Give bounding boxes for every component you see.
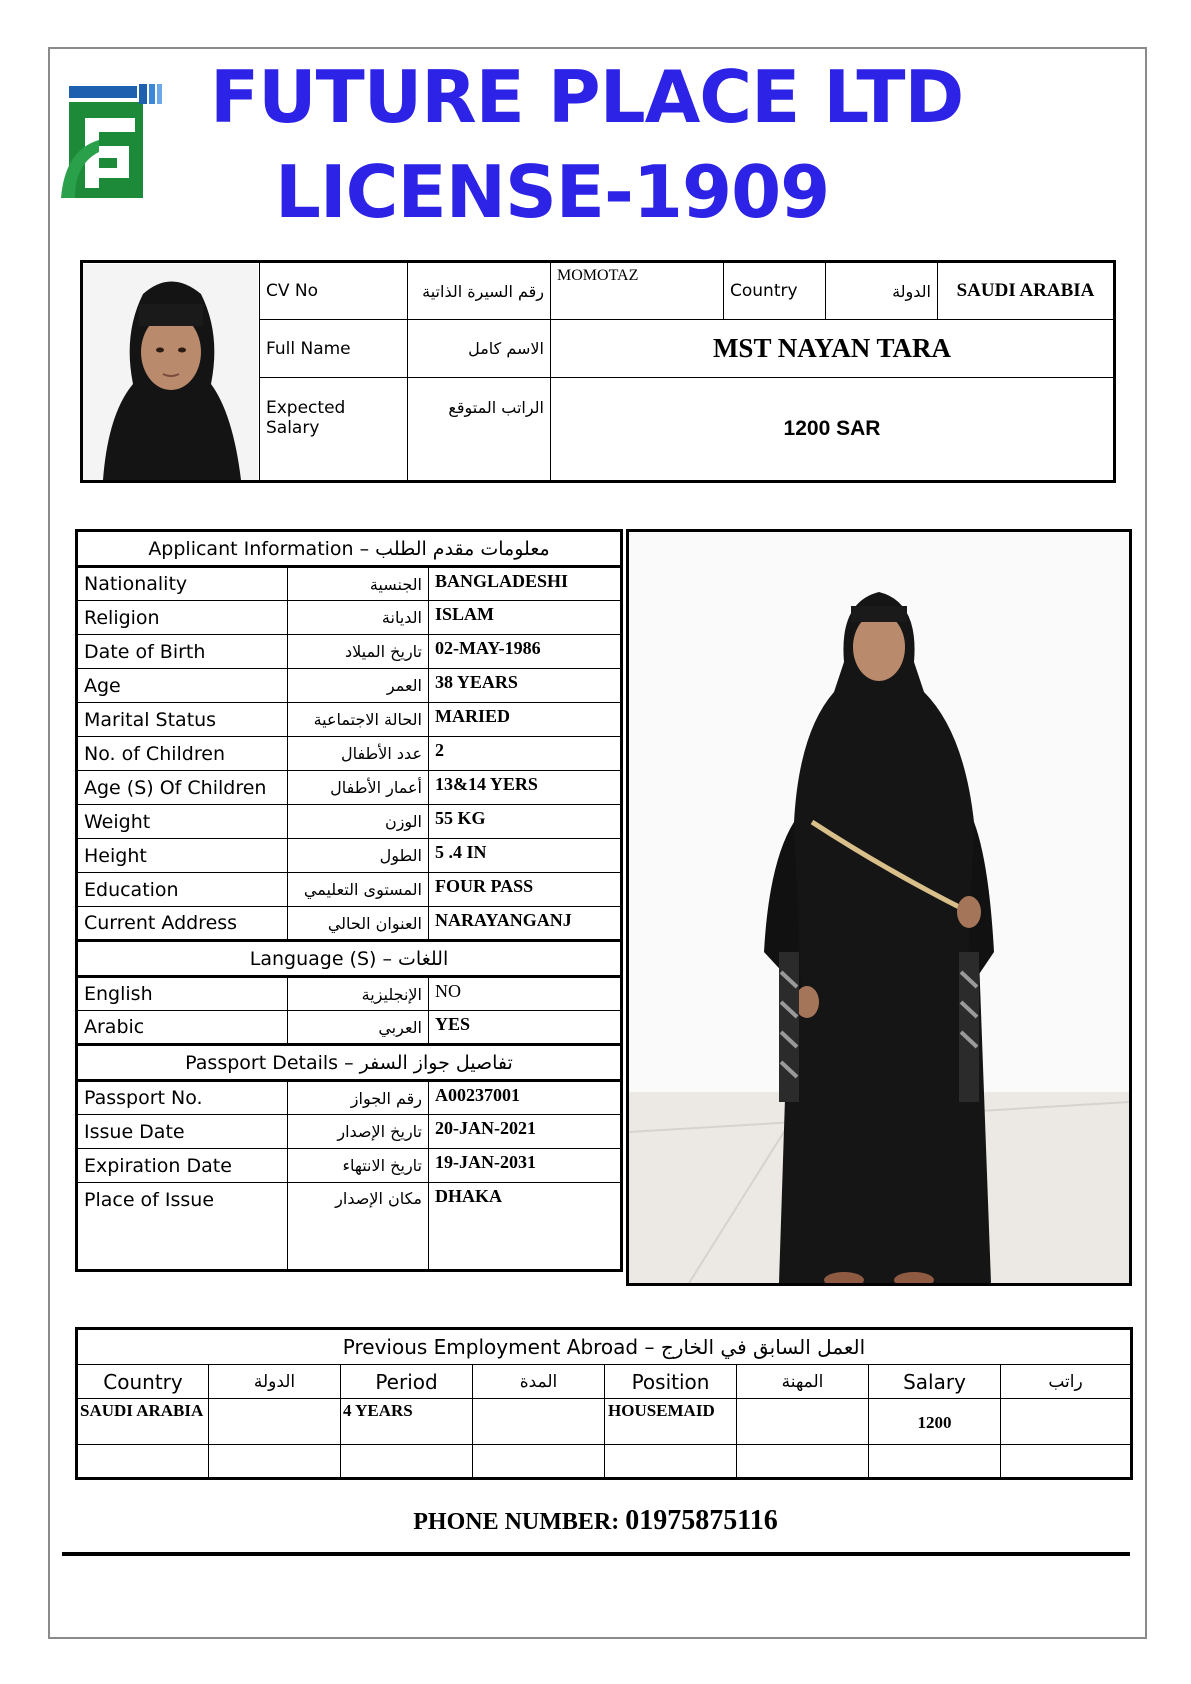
- row-label: Current Address: [77, 907, 288, 941]
- empty-cell: [737, 1399, 869, 1445]
- phone-label: PHONE NUMBER:: [413, 1509, 620, 1535]
- row-label: Religion: [77, 601, 288, 635]
- row-value: 55 KG: [429, 805, 622, 839]
- row-label: English: [77, 977, 288, 1011]
- row-label-ar: الديانة: [288, 601, 429, 635]
- row-label: Issue Date: [77, 1115, 288, 1149]
- salary-value: 1200 SAR: [551, 378, 1115, 482]
- cv-no-label: CV No: [260, 262, 408, 320]
- employment-section-title: Previous Employment Abroad – العمل السابق في الخارج: [77, 1329, 1132, 1365]
- salary-label-ar: الراتب المتوقع: [408, 378, 551, 482]
- language-section-title: Language (S) – اللغات: [77, 941, 622, 977]
- row-label-ar: الإنجليزية: [288, 977, 429, 1011]
- row-label-ar: تاريخ الانتهاء: [288, 1149, 429, 1183]
- row-value: ISLAM: [429, 601, 622, 635]
- full-name-label: Full Name: [260, 320, 408, 378]
- row-value: NARAYANGANJ: [429, 907, 622, 941]
- empty-cell: [473, 1399, 605, 1445]
- employment-country: SAUDI ARABIA: [77, 1399, 209, 1445]
- empty-cell: [209, 1445, 341, 1479]
- row-label: Expiration Date: [77, 1149, 288, 1183]
- row-label-ar: مكان الإصدار: [288, 1183, 429, 1271]
- row-value: 13&14 YERS: [429, 771, 622, 805]
- full-name-value: MST NAYAN TARA: [551, 320, 1115, 378]
- row-label-ar: الوزن: [288, 805, 429, 839]
- phone-number: 01975875116: [625, 1505, 778, 1536]
- company-title: FUTURE PLACE LTD: [210, 55, 964, 139]
- col-position: Position: [605, 1365, 737, 1399]
- row-label: Age: [77, 669, 288, 703]
- row-value: 20-JAN-2021: [429, 1115, 622, 1149]
- empty-cell: [209, 1399, 341, 1445]
- row-value: 38 YEARS: [429, 669, 622, 703]
- full-name-label-ar: الاسم كامل: [408, 320, 551, 378]
- row-label-ar: رقم الجواز: [288, 1081, 429, 1115]
- country-label: Country: [724, 262, 826, 320]
- row-value: 19-JAN-2031: [429, 1149, 622, 1183]
- row-label-ar: العمر: [288, 669, 429, 703]
- col-period-ar: المدة: [473, 1365, 605, 1399]
- row-label-ar: المستوى التعليمي: [288, 873, 429, 907]
- row-label: Weight: [77, 805, 288, 839]
- salary-label: Expected Salary: [260, 378, 408, 482]
- full-body-photo: [626, 529, 1132, 1286]
- applicant-section-title: Applicant Information – معلومات مقدم الطلب: [77, 531, 622, 567]
- empty-cell: [1001, 1399, 1132, 1445]
- row-label-ar: الجنسية: [288, 567, 429, 601]
- row-label-ar: العربي: [288, 1011, 429, 1045]
- empty-cell: [605, 1445, 737, 1479]
- row-label: Marital Status: [77, 703, 288, 737]
- row-label-ar: الحالة الاجتماعية: [288, 703, 429, 737]
- row-label: Arabic: [77, 1011, 288, 1045]
- portrait-cell: [82, 262, 260, 482]
- cv-no-label-ar: رقم السيرة الذاتية: [408, 262, 551, 320]
- row-label: Place of Issue: [77, 1183, 288, 1271]
- row-value: 02-MAY-1986: [429, 635, 622, 669]
- empty-cell: [341, 1445, 473, 1479]
- row-label: Education: [77, 873, 288, 907]
- col-salary-ar: راتب: [1001, 1365, 1132, 1399]
- row-value: 2: [429, 737, 622, 771]
- row-label-ar: تاريخ الإصدار: [288, 1115, 429, 1149]
- footer-rule: [62, 1552, 1130, 1556]
- employment-table: [75, 1327, 1133, 1480]
- full-body-figure: [629, 532, 1129, 1283]
- employment-position: HOUSEMAID: [605, 1399, 737, 1445]
- row-label: Date of Birth: [77, 635, 288, 669]
- empty-cell: [1001, 1445, 1132, 1479]
- row-value: YES: [429, 1011, 622, 1045]
- col-position-ar: المهنة: [737, 1365, 869, 1399]
- col-country: Country: [77, 1365, 209, 1399]
- row-label-ar: تاريخ الميلاد: [288, 635, 429, 669]
- license-title: LICENSE-1909: [275, 150, 830, 234]
- row-label-ar: العنوان الحالي: [288, 907, 429, 941]
- row-value: A00237001: [429, 1081, 622, 1115]
- cv-no-value: MOMOTAZ: [551, 262, 724, 320]
- summary-table: [80, 260, 1116, 483]
- country-label-ar: الدولة: [826, 262, 938, 320]
- country-value: SAUDI ARABIA: [938, 262, 1115, 320]
- empty-cell: [869, 1445, 1001, 1479]
- employment-salary: 1200: [869, 1399, 1001, 1445]
- row-value: BANGLADESHI: [429, 567, 622, 601]
- employment-period: 4 YEARS: [341, 1399, 473, 1445]
- row-label: Passport No.: [77, 1081, 288, 1115]
- row-label-ar: أعمار الأطفال: [288, 771, 429, 805]
- passport-section-title: Passport Details – تفاصيل جواز السفر: [77, 1045, 622, 1081]
- empty-cell: [473, 1445, 605, 1479]
- row-value: 5 .4 IN: [429, 839, 622, 873]
- row-label: Age (S) Of Children: [77, 771, 288, 805]
- applicant-table: [75, 529, 623, 1272]
- col-salary: Salary: [869, 1365, 1001, 1399]
- row-value: DHAKA: [429, 1183, 622, 1271]
- empty-cell: [737, 1445, 869, 1479]
- phone-line: [0, 1505, 1191, 1537]
- portrait-photo: [83, 264, 258, 480]
- row-label-ar: عدد الأطفال: [288, 737, 429, 771]
- empty-cell: [77, 1445, 209, 1479]
- col-country-ar: الدولة: [209, 1365, 341, 1399]
- row-value: NO: [429, 977, 622, 1011]
- row-label: Height: [77, 839, 288, 873]
- row-label: Nationality: [77, 567, 288, 601]
- row-value: MARIED: [429, 703, 622, 737]
- col-period: Period: [341, 1365, 473, 1399]
- row-value: FOUR PASS: [429, 873, 622, 907]
- company-logo: [55, 80, 165, 218]
- row-label-ar: الطول: [288, 839, 429, 873]
- row-label: No. of Children: [77, 737, 288, 771]
